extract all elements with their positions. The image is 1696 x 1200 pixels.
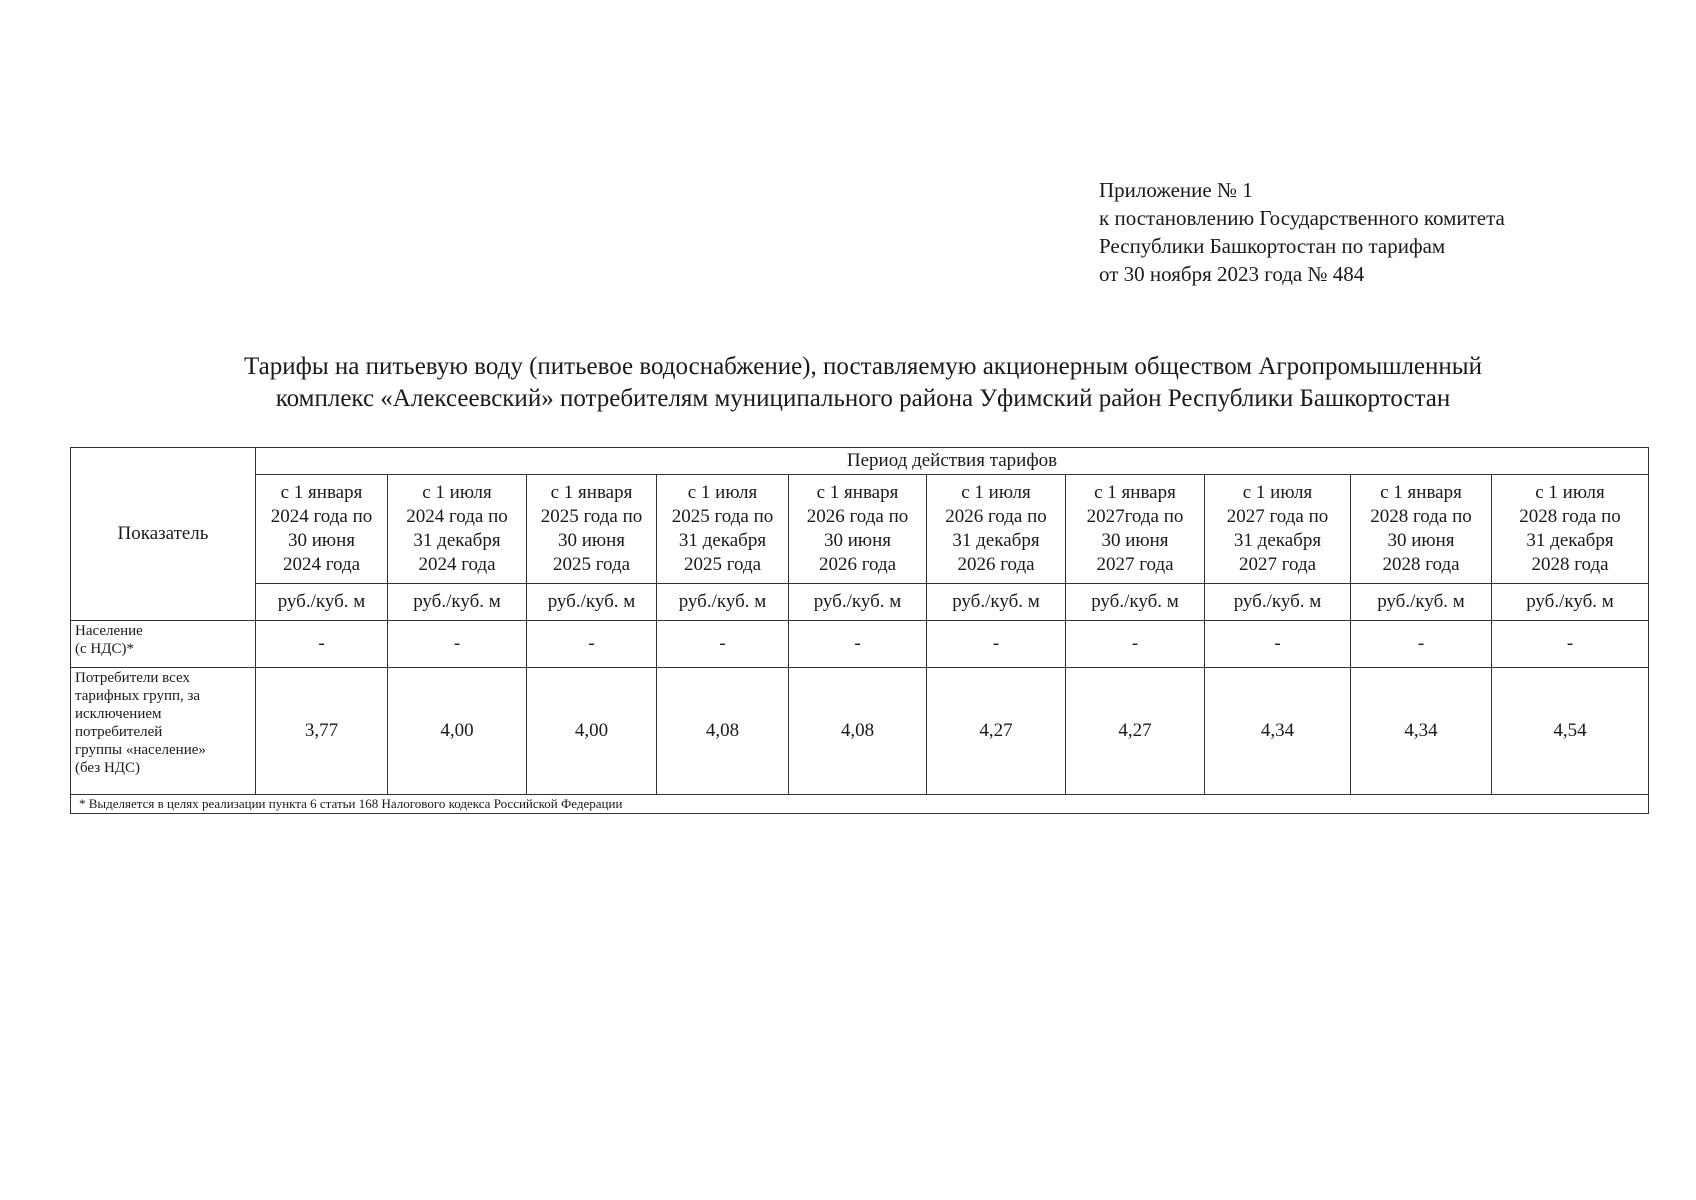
annex-line-3: Республики Башкортостан по тарифам xyxy=(1099,234,1446,258)
period-text-line: с 1 июля xyxy=(1535,482,1605,503)
unit-cell: руб./куб. м xyxy=(527,584,657,621)
period-text-line: 30 июня xyxy=(1101,530,1169,551)
period-column-header xyxy=(527,475,657,584)
unit-cell: руб./куб. м xyxy=(256,584,388,621)
period-columns-row xyxy=(71,475,1649,584)
title-line-1: Тарифы на питьевую воду (питьевое водоснабжение), поставляемую акционерным обществом Агропромышленный xyxy=(244,353,1482,380)
period-text-line: 30 июня xyxy=(287,530,356,551)
period-column-header xyxy=(789,475,927,584)
period-column-header xyxy=(657,475,789,584)
period-text-line: с 1 января xyxy=(280,482,363,503)
period-column-header xyxy=(927,475,1066,584)
period-text-line: 2027года по xyxy=(1086,506,1184,527)
row-label-line: (с НДС)* xyxy=(75,641,134,657)
row-label-line: Население xyxy=(75,623,143,639)
row-label-line: (без НДС) xyxy=(75,760,141,776)
period-text-line: 2025 года xyxy=(683,554,762,575)
period-text-line: 2024 года xyxy=(282,554,361,575)
row-label-line: исключением xyxy=(75,706,162,722)
period-text-line: 2025 года xyxy=(552,554,631,575)
period-text-line: 2027 года xyxy=(1238,554,1317,575)
footnote-row xyxy=(71,795,1649,814)
tariff-value-cell: 4,34 xyxy=(1351,668,1492,795)
tariff-value-cell: - xyxy=(1492,621,1649,668)
table-row xyxy=(71,621,1649,668)
period-text-line: 2027 года xyxy=(1096,554,1174,575)
unit-cell: руб./куб. м xyxy=(388,584,527,621)
table-row xyxy=(71,668,1649,795)
period-text-line: 2026 года xyxy=(957,554,1035,575)
period-text-line: с 1 июля xyxy=(1242,482,1313,503)
row-label-line: группы «население» xyxy=(75,742,206,758)
period-text-line: 2025 года по xyxy=(671,506,774,527)
tariff-value-cell: - xyxy=(388,621,527,668)
period-text-line: с 1 июля xyxy=(961,482,1031,503)
tariff-value-cell: - xyxy=(657,621,789,668)
period-text-line: 2027 года по xyxy=(1226,506,1329,527)
period-column-header xyxy=(1205,475,1351,584)
period-text-line: 2024 года xyxy=(418,554,496,575)
period-text-line: 2028 года xyxy=(1382,554,1460,575)
period-text-line: с 1 июля xyxy=(687,482,758,503)
unit-cell: руб./куб. м xyxy=(1492,584,1649,621)
indicator-header: Показатель xyxy=(71,448,256,621)
tariff-value-cell: 4,54 xyxy=(1492,668,1649,795)
unit-cell: руб./куб. м xyxy=(789,584,927,621)
unit-cell: руб./куб. м xyxy=(1066,584,1205,621)
period-text-line: 30 июня xyxy=(1387,530,1455,551)
period-text-line: 31 декабря xyxy=(1233,530,1322,551)
period-text-line: 31 декабря xyxy=(413,530,501,551)
tariff-value-cell: 4,00 xyxy=(527,668,657,795)
period-text-line: с 1 июля xyxy=(422,482,492,503)
tariff-value-cell: - xyxy=(1351,621,1492,668)
tariff-value-cell: 4,00 xyxy=(388,668,527,795)
unit-cell: руб./куб. м xyxy=(1205,584,1351,621)
row-label-population xyxy=(71,621,256,668)
tariff-value-cell: 4,08 xyxy=(657,668,789,795)
unit-cell: руб./куб. м xyxy=(1351,584,1492,621)
period-column-header xyxy=(256,475,388,584)
row-label-line: тарифных групп, за xyxy=(75,688,201,704)
period-column-header xyxy=(1492,475,1649,584)
annex-block xyxy=(1099,176,1505,288)
period-column-header xyxy=(1066,475,1205,584)
tariff-value-cell: 4,27 xyxy=(927,668,1066,795)
tariff-value-cell: - xyxy=(1066,621,1205,668)
period-text-line: с 1 января xyxy=(550,482,633,503)
period-text-line: 31 декабря xyxy=(952,530,1040,551)
tariff-value-cell: 4,08 xyxy=(789,668,927,795)
tariff-value-cell: - xyxy=(1205,621,1351,668)
tariff-value-cell: - xyxy=(927,621,1066,668)
unit-cell: руб./куб. м xyxy=(657,584,789,621)
period-header: Период действия тарифов xyxy=(256,448,1649,475)
period-text-line: 2024 года по xyxy=(270,506,373,527)
annex-line-4: от 30 ноября 2023 года № 484 xyxy=(1099,262,1365,286)
period-text-line: с 1 января xyxy=(1380,482,1462,503)
tariff-value-cell: 4,27 xyxy=(1066,668,1205,795)
period-text-line: 2026 года по xyxy=(806,506,909,527)
period-text-line: 30 июня xyxy=(557,530,626,551)
annex-line-2: к постановлению Государственного комитета xyxy=(1099,206,1505,230)
row-label-line: Потребители всех xyxy=(75,670,190,686)
period-text-line: 2026 года по xyxy=(945,506,1047,527)
footnote: * Выделяется в целях реализации пункта 6 статьи 168 Налогового кодекса Российской Федерации xyxy=(71,795,1649,814)
tariff-value-cell: - xyxy=(256,621,388,668)
period-text-line: 2026 года xyxy=(818,554,897,575)
table-header-row xyxy=(71,448,1649,475)
period-text-line: 2028 года по xyxy=(1370,506,1472,527)
period-column-header xyxy=(388,475,527,584)
period-text-line: 2028 года xyxy=(1531,554,1609,575)
unit-cell: руб./куб. м xyxy=(927,584,1066,621)
document-title xyxy=(70,351,1656,415)
tariff-table xyxy=(70,447,1649,814)
period-text-line: с 1 января xyxy=(1094,482,1176,503)
period-text-line: 2028 года по xyxy=(1519,506,1621,527)
period-text-line: 2024 года по xyxy=(406,506,508,527)
tariff-value-cell: - xyxy=(789,621,927,668)
period-column-header xyxy=(1351,475,1492,584)
row-label-other-consumers xyxy=(71,668,256,795)
tariff-value-cell: 4,34 xyxy=(1205,668,1351,795)
unit-row xyxy=(71,584,1649,621)
row-label-line: потребителей xyxy=(75,724,163,740)
title-line-2: комплекс «Алексеевский» потребителям муниципального района Уфимский район Республики Башкортостан xyxy=(275,385,1451,412)
period-text-line: с 1 января xyxy=(816,482,899,503)
tariff-value-cell: 3,77 xyxy=(256,668,388,795)
period-text-line: 31 декабря xyxy=(1526,530,1614,551)
period-text-line: 30 июня xyxy=(823,530,892,551)
annex-line-1: Приложение № 1 xyxy=(1099,178,1253,202)
tariff-value-cell: - xyxy=(527,621,657,668)
period-text-line: 2025 года по xyxy=(540,506,643,527)
period-text-line: 31 декабря xyxy=(678,530,767,551)
